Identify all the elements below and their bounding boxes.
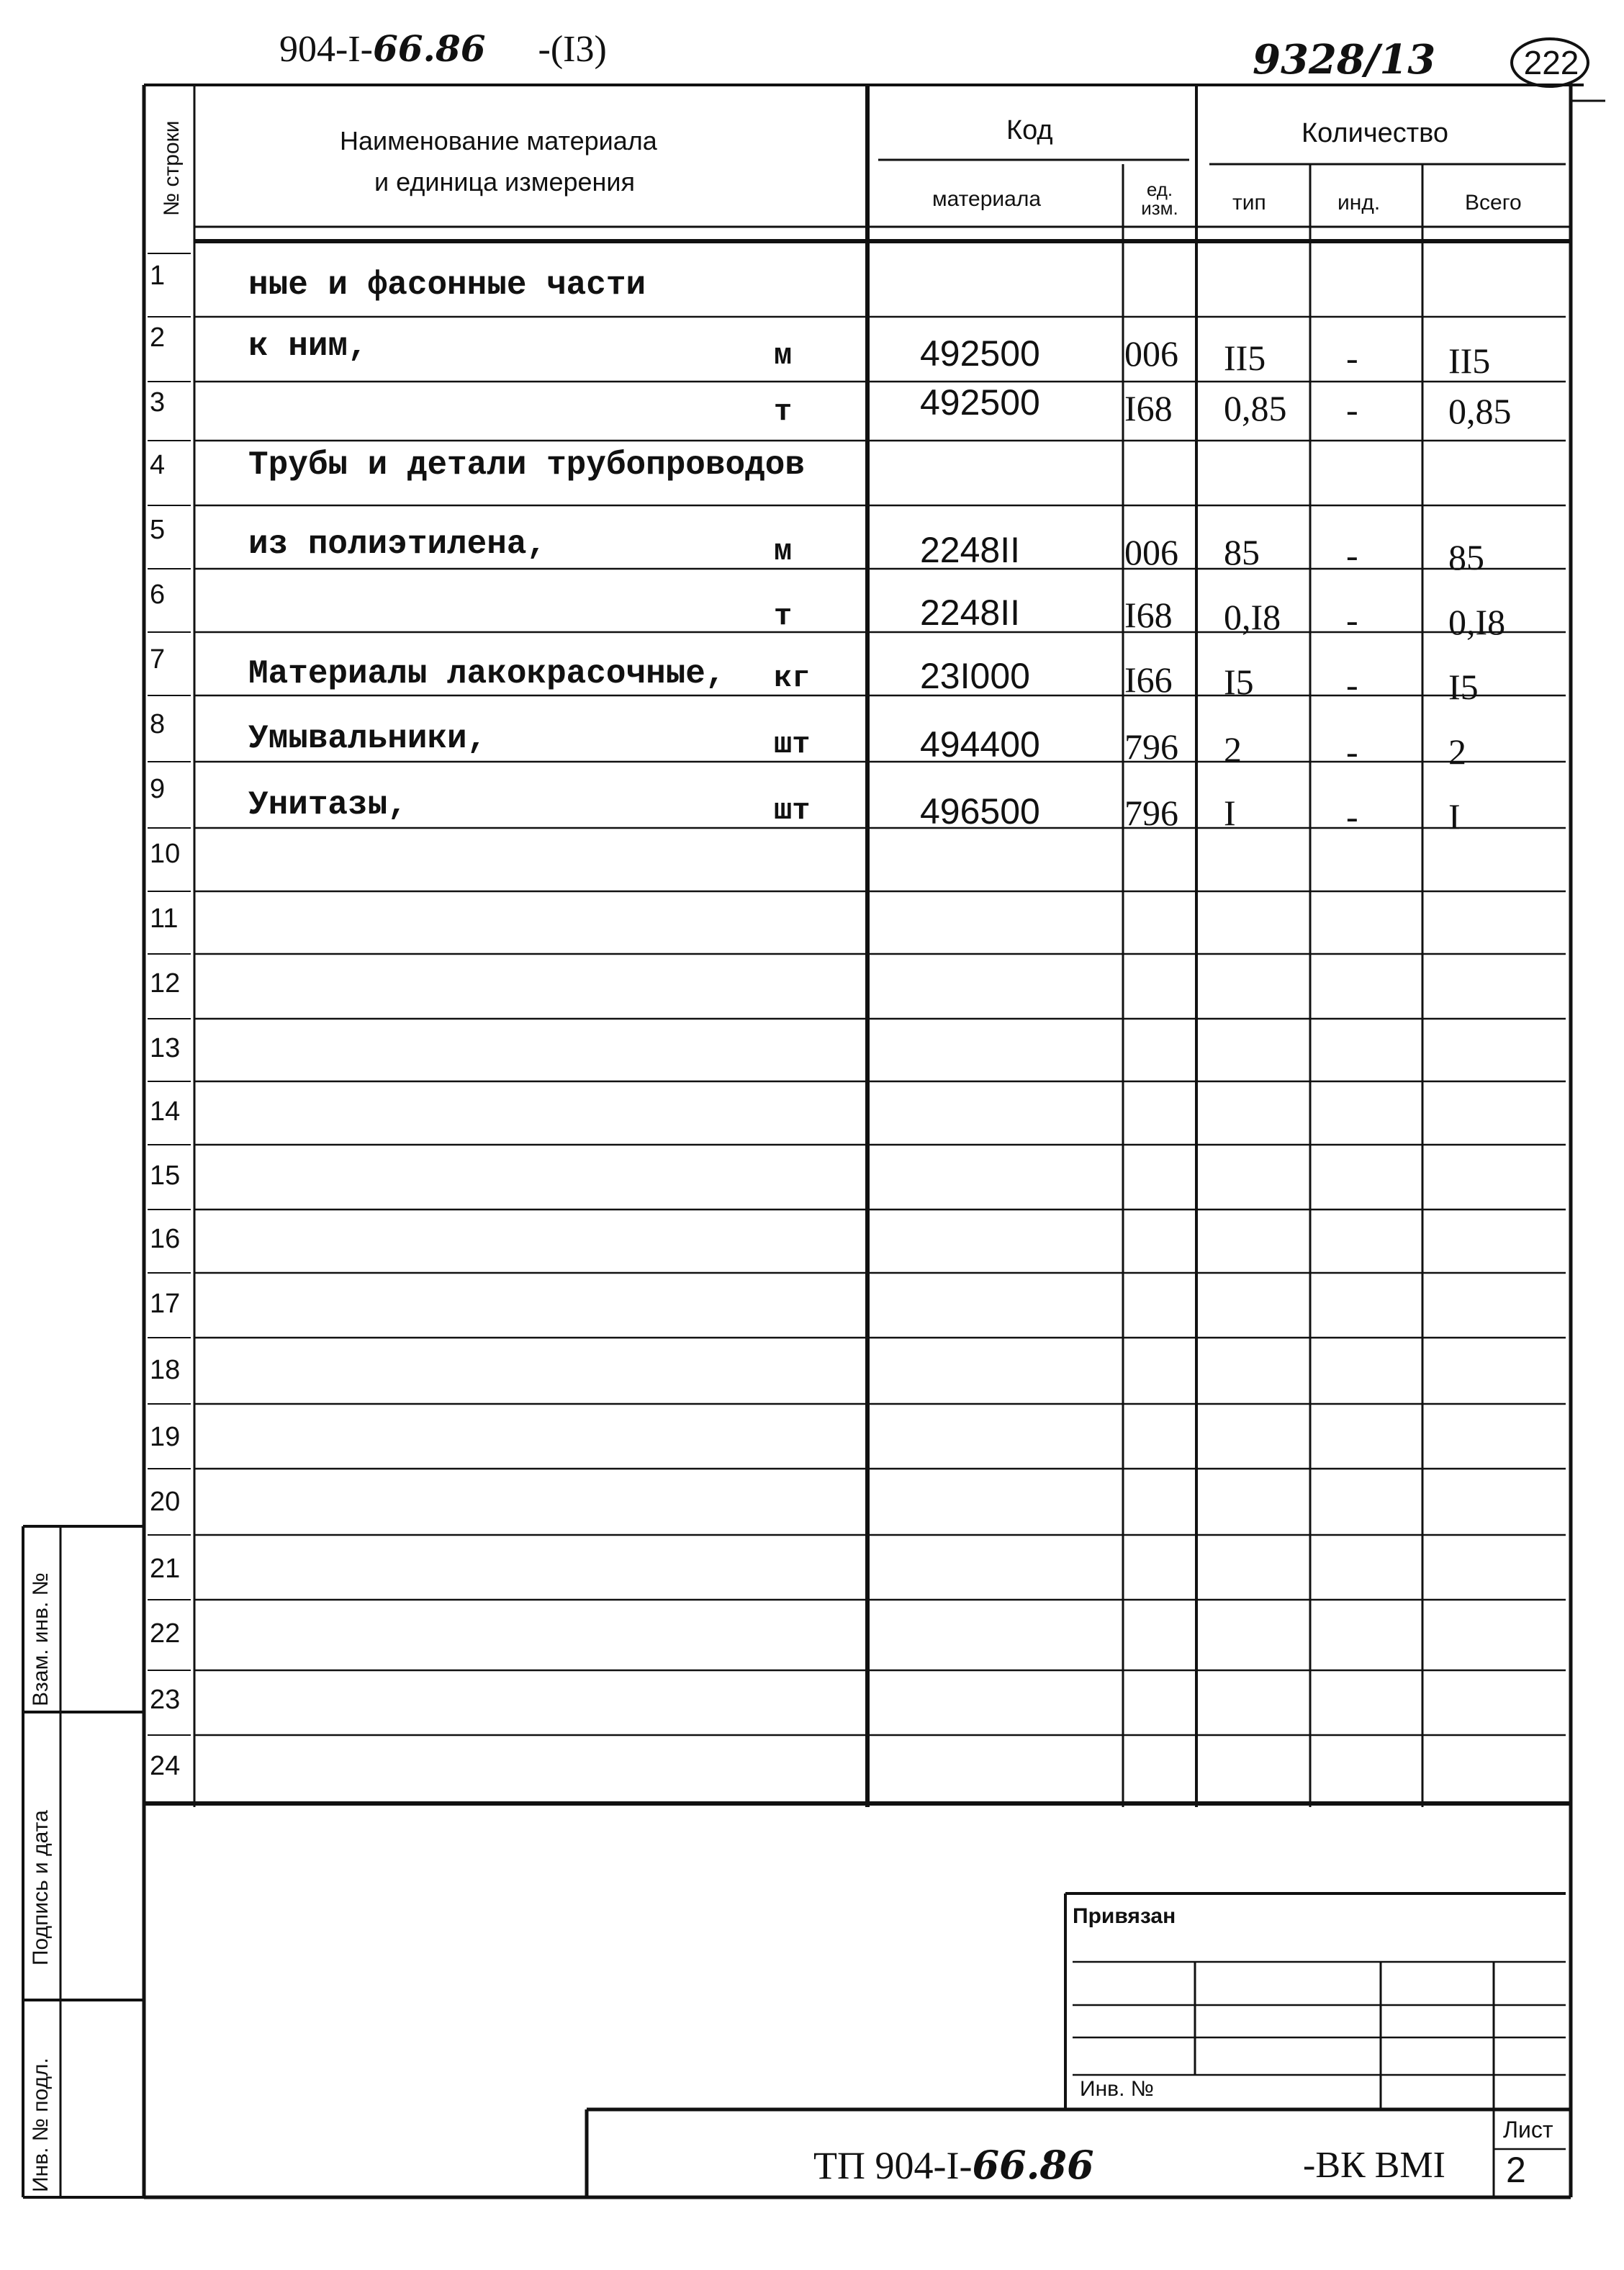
document-number-handwritten: 66.86 <box>372 27 486 70</box>
document-number-suffix: -(I3) <box>538 29 607 70</box>
qty-type: 0,85 <box>1224 388 1287 428</box>
row-number: 16 <box>150 1224 181 1254</box>
material-name: Материалы лакокрасочные, <box>248 655 726 693</box>
document-code-handwritten: 66.86 <box>972 2142 1094 2188</box>
row-number: 12 <box>150 968 181 999</box>
sheet-label: Лист <box>1503 2117 1553 2143</box>
row-number: 4 <box>150 450 166 480</box>
quantity-total-header: Всего <box>1465 191 1522 215</box>
unit: шт <box>774 793 811 828</box>
qty-type: 2 <box>1224 729 1242 770</box>
quantity-header: Количество <box>1302 118 1449 148</box>
unit-code: I68 <box>1124 595 1173 635</box>
qty-ind: - <box>1346 600 1358 640</box>
unit: шт <box>774 727 811 762</box>
qty-total: I <box>1448 796 1461 837</box>
row-number: 15 <box>150 1161 181 1191</box>
vzam-inv-label: Взам. инв. № <box>29 1572 53 1706</box>
row-number-header: № строки <box>160 120 184 216</box>
qty-ind: - <box>1346 731 1358 772</box>
qty-total: 0,85 <box>1448 391 1512 431</box>
row-number: 2 <box>150 323 166 353</box>
material-code: 492500 <box>920 382 1040 423</box>
qty-type: II5 <box>1224 338 1266 378</box>
document-number <box>279 27 607 71</box>
qty-ind: - <box>1346 535 1358 575</box>
unit-code: 006 <box>1124 532 1178 572</box>
qty-ind: - <box>1346 338 1358 378</box>
qty-type: 0,I8 <box>1224 597 1281 637</box>
row-number: 9 <box>150 774 166 804</box>
material-name: Унитазы, <box>248 786 407 824</box>
material-code: 2248II <box>920 593 1021 633</box>
material-code: 492500 <box>920 333 1040 374</box>
name-header-line2: и единица измерения <box>374 167 636 197</box>
unit: кг <box>774 661 811 695</box>
row-number: 24 <box>150 1751 181 1781</box>
row-number: 3 <box>150 387 166 418</box>
row-number: 17 <box>150 1289 181 1319</box>
material-code: 494400 <box>920 724 1040 765</box>
unit-code: I66 <box>1124 659 1173 700</box>
unit-code: I68 <box>1124 388 1173 428</box>
row-number: 13 <box>150 1033 181 1063</box>
material-name: Умывальники, <box>248 720 487 757</box>
privyazan-label: Привязан <box>1073 1904 1176 1928</box>
row-number: 11 <box>150 904 179 934</box>
code-unit-header: ед. изм. <box>1141 179 1178 219</box>
quantity-type-header: тип <box>1232 191 1266 215</box>
material-code: 2248II <box>920 530 1021 570</box>
row-number: 14 <box>150 1096 181 1127</box>
row-number: 8 <box>150 709 166 739</box>
document-code-suffix: -ВК ВМI <box>1303 2145 1445 2186</box>
row-number: 6 <box>150 580 166 610</box>
code-material-header: материала <box>932 187 1042 211</box>
qty-type: I <box>1224 793 1236 833</box>
code-header: Код <box>1006 115 1053 145</box>
page-number: 222 <box>1523 44 1579 81</box>
qty-type: 85 <box>1224 532 1260 572</box>
row-number: 18 <box>150 1355 181 1385</box>
qty-total: 0,I8 <box>1448 602 1506 642</box>
inv-podl-label: Инв. № подл. <box>29 2058 53 2192</box>
quantity-ind-header: инд. <box>1337 191 1381 215</box>
material-name: ные и фасонные части <box>248 266 646 304</box>
row-number: 21 <box>150 1554 181 1584</box>
unit: м <box>774 534 793 569</box>
qty-total: 85 <box>1448 537 1484 577</box>
qty-type: I5 <box>1224 662 1254 702</box>
row-number: 10 <box>150 839 181 869</box>
qty-ind: - <box>1346 389 1358 430</box>
archive-number: 9328/13 <box>1253 36 1436 84</box>
qty-total: I5 <box>1448 667 1479 707</box>
inv-number-label: Инв. № <box>1080 2077 1154 2101</box>
document-number-prefix: 904-I- <box>279 29 373 70</box>
qty-total: II5 <box>1448 341 1491 381</box>
material-code: 496500 <box>920 791 1040 832</box>
unit: т <box>774 395 793 429</box>
document-code-prefix: ТП 904-I- <box>813 2144 973 2187</box>
row-number: 5 <box>150 515 166 545</box>
material-code: 23I000 <box>920 656 1030 696</box>
signature-date-label: Подпись и дата <box>29 1810 53 1965</box>
row-number: 23 <box>150 1685 181 1715</box>
sheet-number: 2 <box>1506 2150 1526 2190</box>
material-name: к ним, <box>248 328 368 365</box>
material-name: Трубы и детали трубопроводов <box>248 446 805 484</box>
row-number: 7 <box>150 644 166 675</box>
unit: т <box>774 599 793 634</box>
qty-total: 2 <box>1448 731 1466 772</box>
name-header-line1: Наименование материала <box>340 126 657 156</box>
row-number: 1 <box>150 261 166 291</box>
row-number: 20 <box>150 1487 181 1517</box>
unit-code: 796 <box>1124 726 1178 767</box>
unit-code: 796 <box>1124 793 1178 833</box>
row-number: 19 <box>150 1422 181 1452</box>
unit-code: 006 <box>1124 333 1178 374</box>
unit: м <box>774 338 793 373</box>
qty-ind: - <box>1346 665 1358 705</box>
material-name: из полиэтилена, <box>248 526 547 563</box>
qty-ind: - <box>1346 796 1358 837</box>
document-code <box>813 2142 1094 2188</box>
row-number: 22 <box>150 1618 181 1649</box>
